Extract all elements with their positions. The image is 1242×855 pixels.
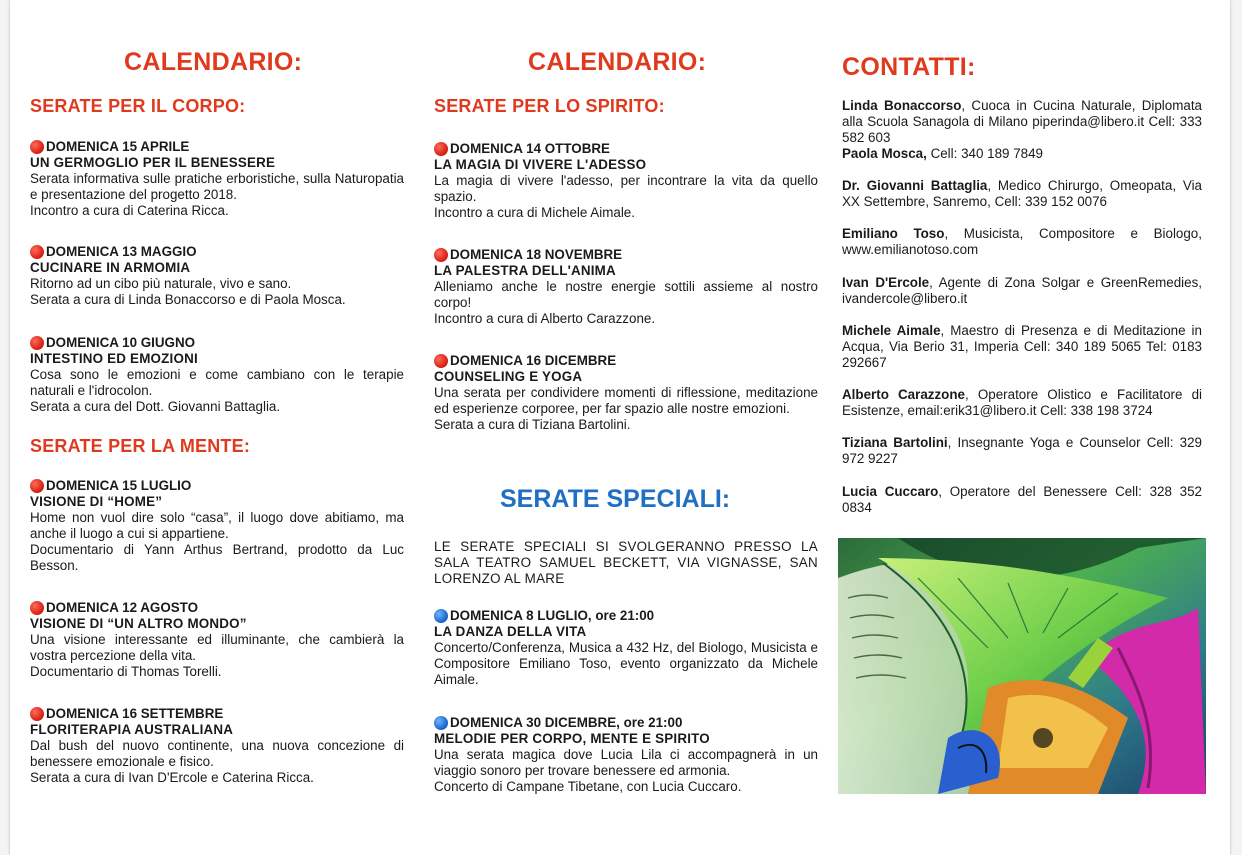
- event-description: Una serata per condividere momenti di riflessione, meditazione ed esperienze corporee, per far spazio alle nostre emozioni.: [434, 385, 818, 416]
- red-dot-icon: [30, 479, 44, 493]
- calendar-title: CALENDARIO:: [124, 48, 303, 76]
- contact-name: Lucia Cuccaro: [842, 484, 939, 499]
- contact-name: Michele Aimale: [842, 323, 941, 338]
- contact-giovanni-battaglia: [842, 178, 1202, 210]
- event-description: Dal bush del nuovo continente, una nuova concezione di benessere emozionale e fisico.: [30, 738, 404, 769]
- event-title: COUNSELING E YOGA: [434, 369, 583, 384]
- section-title-spirito: SERATE PER LO SPIRITO:: [434, 96, 665, 116]
- section-title-corpo: SERATE PER IL CORPO:: [30, 96, 246, 116]
- event-12-agosto: [30, 600, 404, 680]
- event-30-dicembre: [434, 715, 818, 795]
- contact-linda-bonaccorso: [842, 98, 1202, 146]
- event-organizer: Documentario di Thomas Torelli.: [30, 664, 222, 679]
- event-description: Cosa sono le emozioni e come cambiano con le terapie naturali e l'idrocolon.: [30, 367, 404, 398]
- event-date: DOMENICA 14 OTTOBRE: [434, 141, 818, 157]
- event-date: DOMENICA 30 DICEMBRE, ore 21:00: [434, 715, 818, 731]
- contact-details: , Operatore Olistico e Facilitatore di Esistenze, email:erik31@libero.it Cell: 338 198 3724: [842, 387, 1203, 418]
- contact-name: Ivan D'Ercole: [842, 275, 930, 290]
- event-date: DOMENICA 12 AGOSTO: [30, 600, 404, 616]
- section-title-mente: SERATE PER LA MENTE:: [30, 436, 251, 456]
- event-8-luglio: [434, 608, 818, 688]
- contact-paola-mosca: [842, 146, 1202, 162]
- event-organizer: Serata a cura di Linda Bonaccorso e di Paola Mosca.: [30, 292, 346, 307]
- event-date: DOMENICA 15 LUGLIO: [30, 478, 404, 494]
- event-date: DOMENICA 18 NOVEMBRE: [434, 247, 818, 263]
- contact-tiziana-bartolini: [842, 435, 1202, 467]
- brochure-page: [10, 0, 1230, 855]
- special-intro: LE SERATE SPECIALI SI SVOLGERANNO PRESSO LA SALA TEATRO SAMUEL BECKETT, VIA VIGNASSE, SAN LORENZO AL MARE: [434, 539, 818, 586]
- event-13-maggio: [30, 244, 404, 308]
- event-15-aprile: [30, 139, 404, 219]
- event-date: DOMENICA 16 SETTEMBRE: [30, 706, 404, 722]
- contact-ivan-dercole: [842, 275, 1202, 307]
- event-14-ottobre: [434, 141, 818, 221]
- contact-details: , Cuoca in Cucina Naturale, Diplomata alla Scuola Sanagola di Milano piperinda@libero.it Cell: 333 582 603: [842, 98, 1202, 145]
- event-date: DOMENICA 15 APRILE: [30, 139, 404, 155]
- event-description: Serata informativa sulle pratiche erboristiche, sulla Naturopatia e presentazione del progetto 2018.: [30, 171, 404, 202]
- event-organizer: Incontro a cura di Alberto Carazzone.: [434, 311, 656, 326]
- special-title: SERATE SPECIALI:: [500, 485, 731, 513]
- event-title: VISIONE DI “UN ALTRO MONDO”: [30, 616, 247, 631]
- calendar-title: CALENDARIO:: [528, 48, 707, 76]
- red-dot-icon: [434, 354, 448, 368]
- event-date: DOMENICA 8 LUGLIO, ore 21:00: [434, 608, 818, 624]
- event-description: La magia di vivere l'adesso, per incontrare la vita da quello spazio.: [434, 173, 818, 204]
- event-date: DOMENICA 10 GIUGNO: [30, 335, 404, 351]
- decorative-artwork: [838, 538, 1206, 794]
- event-title: INTESTINO ED EMOZIONI: [30, 351, 198, 366]
- event-title: CUCINARE IN ARMOMIA: [30, 260, 191, 275]
- contact-name: Linda Bonaccorso: [842, 98, 962, 113]
- event-title: LA MAGIA DI VIVERE L'ADESSO: [434, 157, 647, 172]
- red-dot-icon: [434, 248, 448, 262]
- event-organizer: Serata a cura di Tiziana Bartolini.: [434, 417, 631, 432]
- contact-details: , Musicista, Compositore e Biologo, www.emilianotoso.com: [842, 226, 1202, 257]
- event-organizer: Serata a cura del Dott. Giovanni Battaglia.: [30, 399, 281, 414]
- event-description: Una visione interessante ed illuminante, che cambierà la vostra percezione della vita.: [30, 632, 404, 663]
- contact-details: , Maestro di Presenza e di Meditazione in Acqua, Via Berio 31, Imperia Cell: 340 189 5065 Tel: 0183 292667: [842, 323, 1202, 370]
- contact-name: Alberto Carazzone: [842, 387, 965, 402]
- contacts-title: CONTATTI:: [842, 53, 976, 81]
- red-dot-icon: [30, 601, 44, 615]
- red-dot-icon: [30, 336, 44, 350]
- red-dot-icon: [434, 142, 448, 156]
- event-organizer: Serata a cura di Ivan D'Ercole e Caterina Ricca.: [30, 770, 314, 785]
- event-18-novembre: [434, 247, 818, 327]
- contact-alberto-carazzone: [842, 387, 1202, 419]
- event-organizer: Concerto di Campane Tibetane, con Lucia Cuccaro.: [434, 779, 742, 794]
- contact-name: Tiziana Bartolini: [842, 435, 948, 450]
- event-description: Una serata magica dove Lucia Lila ci accompagnerà in un viaggio sonoro per trovare benessere ed armonia.: [434, 747, 818, 778]
- contact-name: Paola Mosca,: [842, 146, 927, 161]
- red-dot-icon: [30, 245, 44, 259]
- blue-dot-icon: [434, 716, 448, 730]
- red-dot-icon: [30, 707, 44, 721]
- blue-dot-icon: [434, 609, 448, 623]
- event-15-luglio: [30, 478, 404, 574]
- contact-emiliano-toso: [842, 226, 1202, 258]
- contact-details: , Medico Chirurgo, Omeopata, Via XX Settembre, Sanremo, Cell: 339 152 0076: [842, 178, 1202, 209]
- event-title: LA PALESTRA DELL'ANIMA: [434, 263, 616, 278]
- event-date: DOMENICA 16 DICEMBRE: [434, 353, 818, 369]
- event-title: LA DANZA DELLA VITA: [434, 624, 587, 639]
- contact-details: , Operatore del Benessere Cell: 328 352 0834: [842, 484, 1202, 515]
- event-10-giugno: [30, 335, 404, 415]
- event-title: UN GERMOGLIO PER IL BENESSERE: [30, 155, 276, 170]
- event-organizer: Documentario di Yann Arthus Bertrand, prodotto da Luc Besson.: [30, 542, 404, 573]
- event-description: Alleniamo anche le nostre energie sottili assieme al nostro corpo!: [434, 279, 818, 310]
- event-organizer: Incontro a cura di Michele Aimale.: [434, 205, 635, 220]
- contact-details: , Agente di Zona Solgar e GreenRemedies, ivandercole@libero.it: [842, 275, 1202, 306]
- event-organizer: Incontro a cura di Caterina Ricca.: [30, 203, 229, 218]
- contact-details: , Insegnante Yoga e Counselor Cell: 329 972 9227: [842, 435, 1202, 466]
- event-16-settembre: [30, 706, 404, 786]
- contact-name: Dr. Giovanni Battaglia: [842, 178, 988, 193]
- contact-name: Emiliano Toso: [842, 226, 945, 241]
- event-description: Home non vuol dire solo “casa”, il luogo dove abitiamo, ma anche il luogo a cui si appartiene.: [30, 510, 404, 541]
- contact-michele-aimale: [842, 323, 1202, 371]
- event-date: DOMENICA 13 MAGGIO: [30, 244, 404, 260]
- contact-lucia-cuccaro: [842, 484, 1202, 516]
- contact-details: Cell: 340 189 7849: [926, 146, 1043, 161]
- event-description: Concerto/Conferenza, Musica a 432 Hz, del Biologo, Musicista e Compositore Emiliano Toso, evento organizzato da Michele Aimale.: [434, 640, 818, 687]
- red-dot-icon: [30, 140, 44, 154]
- event-title: VISIONE DI “HOME”: [30, 494, 163, 509]
- abstract-painting-image: [838, 538, 1206, 794]
- event-16-dicembre: [434, 353, 818, 433]
- event-title: FLORITERAPIA AUSTRALIANA: [30, 722, 234, 737]
- event-description: Ritorno ad un cibo più naturale, vivo e sano.: [30, 276, 292, 291]
- event-title: MELODIE PER CORPO, MENTE E SPIRITO: [434, 731, 710, 746]
